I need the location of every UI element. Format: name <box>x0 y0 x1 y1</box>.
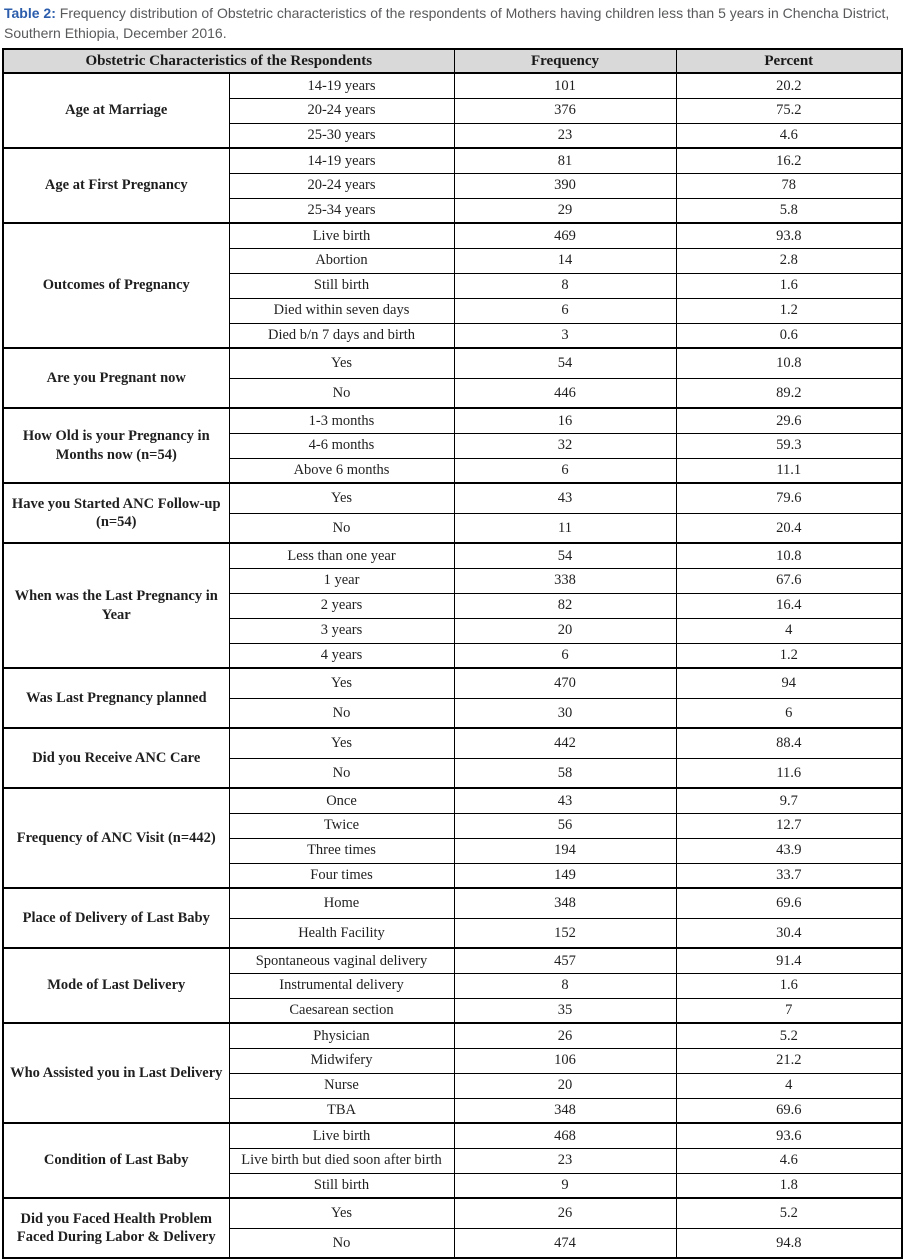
percent-cell: 1.2 <box>676 643 902 668</box>
frequency-cell: 20 <box>454 618 676 643</box>
frequency-cell: 6 <box>454 458 676 483</box>
subcategory-cell: 14-19 years <box>229 73 454 98</box>
table-header <box>3 49 902 73</box>
subcategory-cell: 20-24 years <box>229 173 454 198</box>
subcategory-cell: Still birth <box>229 273 454 298</box>
table-row <box>3 948 902 973</box>
percent-cell: 1.8 <box>676 1173 902 1198</box>
frequency-cell: 469 <box>454 223 676 248</box>
category-cell: Was Last Pregnancy planned <box>3 668 229 728</box>
percent-cell: 33.7 <box>676 863 902 888</box>
subcategory-cell: Physician <box>229 1023 454 1048</box>
percent-cell: 2.8 <box>676 248 902 273</box>
category-cell: Age at Marriage <box>3 73 229 148</box>
subcategory-cell: Caesarean section <box>229 998 454 1023</box>
subcategory-cell: No <box>229 513 454 543</box>
frequency-cell: 446 <box>454 378 676 408</box>
subcategory-cell: Live birth but died soon after birth <box>229 1148 454 1173</box>
percent-cell: 69.6 <box>676 888 902 918</box>
subcategory-cell: Live birth <box>229 1123 454 1148</box>
frequency-cell: 54 <box>454 348 676 378</box>
category-cell: Age at First Pregnancy <box>3 148 229 223</box>
frequency-cell: 3 <box>454 323 676 348</box>
subcategory-cell: 3 years <box>229 618 454 643</box>
category-cell: Did you Faced Health Problem Faced During Labor & Delivery <box>3 1198 229 1258</box>
subcategory-cell: Yes <box>229 668 454 698</box>
percent-cell: 4.6 <box>676 1148 902 1173</box>
percent-cell: 5.2 <box>676 1198 902 1228</box>
frequency-cell: 101 <box>454 73 676 98</box>
frequency-cell: 152 <box>454 918 676 948</box>
percent-cell: 5.8 <box>676 198 902 223</box>
frequency-cell: 32 <box>454 433 676 458</box>
percent-cell: 88.4 <box>676 728 902 758</box>
subcategory-cell: 1 year <box>229 568 454 593</box>
percent-cell: 69.6 <box>676 1098 902 1123</box>
subcategory-cell: Yes <box>229 483 454 513</box>
percent-cell: 78 <box>676 173 902 198</box>
frequency-cell: 20 <box>454 1073 676 1098</box>
subcategory-cell: No <box>229 698 454 728</box>
frequency-cell: 8 <box>454 273 676 298</box>
frequency-cell: 468 <box>454 1123 676 1148</box>
subcategory-cell: Four times <box>229 863 454 888</box>
table-row <box>3 223 902 248</box>
percent-cell: 89.2 <box>676 378 902 408</box>
percent-cell: 1.6 <box>676 973 902 998</box>
subcategory-cell: Yes <box>229 348 454 378</box>
table-caption <box>0 0 903 48</box>
table-row <box>3 543 902 568</box>
frequency-cell: 81 <box>454 148 676 173</box>
subcategory-cell: Abortion <box>229 248 454 273</box>
frequency-cell: 457 <box>454 948 676 973</box>
percent-cell: 10.8 <box>676 348 902 378</box>
subcategory-cell: Yes <box>229 728 454 758</box>
frequency-cell: 14 <box>454 248 676 273</box>
subcategory-cell: 14-19 years <box>229 148 454 173</box>
category-cell: Did you Receive ANC Care <box>3 728 229 788</box>
subcategory-cell: Health Facility <box>229 918 454 948</box>
frequency-cell: 149 <box>454 863 676 888</box>
subcategory-cell: Still birth <box>229 1173 454 1198</box>
frequency-cell: 6 <box>454 643 676 668</box>
percent-cell: 29.6 <box>676 408 902 433</box>
percent-cell: 11.1 <box>676 458 902 483</box>
subcategory-cell: 2 years <box>229 593 454 618</box>
frequency-cell: 348 <box>454 1098 676 1123</box>
table-header-row <box>3 49 902 73</box>
table-row <box>3 788 902 813</box>
frequency-cell: 348 <box>454 888 676 918</box>
subcategory-cell: Twice <box>229 813 454 838</box>
category-cell: Place of Delivery of Last Baby <box>3 888 229 948</box>
frequency-cell: 82 <box>454 593 676 618</box>
frequency-cell: 106 <box>454 1048 676 1073</box>
percent-cell: 93.6 <box>676 1123 902 1148</box>
frequency-table <box>2 48 903 1259</box>
percent-cell: 91.4 <box>676 948 902 973</box>
frequency-cell: 8 <box>454 973 676 998</box>
frequency-cell: 6 <box>454 298 676 323</box>
frequency-cell: 43 <box>454 788 676 813</box>
percent-cell: 10.8 <box>676 543 902 568</box>
subcategory-cell: Yes <box>229 1198 454 1228</box>
percent-cell: 5.2 <box>676 1023 902 1048</box>
subcategory-cell: 4-6 months <box>229 433 454 458</box>
frequency-cell: 470 <box>454 668 676 698</box>
subcategory-cell: No <box>229 1228 454 1258</box>
frequency-cell: 58 <box>454 758 676 788</box>
frequency-cell: 23 <box>454 1148 676 1173</box>
percent-cell: 1.2 <box>676 298 902 323</box>
subcategory-cell: Died b/n 7 days and birth <box>229 323 454 348</box>
percent-cell: 12.7 <box>676 813 902 838</box>
table-caption-text: Frequency distribution of Obstetric characteristics of the respondents of Mothers having children less than 5 years in Chencha District, Southern Ethiopia, December 2016. <box>4 5 890 41</box>
header-frequency: Frequency <box>454 49 676 73</box>
category-cell: Frequency of ANC Visit (n=442) <box>3 788 229 888</box>
percent-cell: 16.4 <box>676 593 902 618</box>
frequency-cell: 194 <box>454 838 676 863</box>
frequency-cell: 474 <box>454 1228 676 1258</box>
percent-cell: 4.6 <box>676 123 902 148</box>
table-row <box>3 1123 902 1148</box>
subcategory-cell: 25-30 years <box>229 123 454 148</box>
category-cell: Condition of Last Baby <box>3 1123 229 1198</box>
table-row <box>3 148 902 173</box>
frequency-cell: 23 <box>454 123 676 148</box>
frequency-cell: 26 <box>454 1023 676 1048</box>
header-percent: Percent <box>676 49 902 73</box>
subcategory-cell: Died within seven days <box>229 298 454 323</box>
percent-cell: 93.8 <box>676 223 902 248</box>
subcategory-cell: Live birth <box>229 223 454 248</box>
frequency-cell: 390 <box>454 173 676 198</box>
percent-cell: 4 <box>676 1073 902 1098</box>
table-caption-label: Table 2: <box>4 5 56 21</box>
frequency-cell: 35 <box>454 998 676 1023</box>
category-cell: Outcomes of Pregnancy <box>3 223 229 348</box>
subcategory-cell: Home <box>229 888 454 918</box>
frequency-cell: 56 <box>454 813 676 838</box>
subcategory-cell: TBA <box>229 1098 454 1123</box>
percent-cell: 4 <box>676 618 902 643</box>
table-row <box>3 728 902 758</box>
subcategory-cell: No <box>229 758 454 788</box>
percent-cell: 20.4 <box>676 513 902 543</box>
category-cell: Have you Started ANC Follow-up (n=54) <box>3 483 229 543</box>
category-cell: How Old is your Pregnancy in Months now (n=54) <box>3 408 229 483</box>
percent-cell: 94 <box>676 668 902 698</box>
frequency-cell: 54 <box>454 543 676 568</box>
percent-cell: 16.2 <box>676 148 902 173</box>
percent-cell: 1.6 <box>676 273 902 298</box>
percent-cell: 6 <box>676 698 902 728</box>
table-row <box>3 73 902 98</box>
table-row <box>3 483 902 513</box>
subcategory-cell: Instrumental delivery <box>229 973 454 998</box>
category-cell: Are you Pregnant now <box>3 348 229 408</box>
subcategory-cell: 25-34 years <box>229 198 454 223</box>
subcategory-cell: Spontaneous vaginal delivery <box>229 948 454 973</box>
frequency-cell: 29 <box>454 198 676 223</box>
percent-cell: 21.2 <box>676 1048 902 1073</box>
subcategory-cell: 4 years <box>229 643 454 668</box>
percent-cell: 7 <box>676 998 902 1023</box>
frequency-cell: 43 <box>454 483 676 513</box>
percent-cell: 9.7 <box>676 788 902 813</box>
frequency-cell: 376 <box>454 98 676 123</box>
percent-cell: 30.4 <box>676 918 902 948</box>
category-cell: When was the Last Pregnancy in Year <box>3 543 229 668</box>
table-row <box>3 1198 902 1228</box>
table-row <box>3 408 902 433</box>
percent-cell: 75.2 <box>676 98 902 123</box>
percent-cell: 20.2 <box>676 73 902 98</box>
category-cell: Mode of Last Delivery <box>3 948 229 1023</box>
subcategory-cell: Midwifery <box>229 1048 454 1073</box>
subcategory-cell: 1-3 months <box>229 408 454 433</box>
frequency-cell: 442 <box>454 728 676 758</box>
percent-cell: 59.3 <box>676 433 902 458</box>
subcategory-cell: Above 6 months <box>229 458 454 483</box>
subcategory-cell: Once <box>229 788 454 813</box>
frequency-cell: 26 <box>454 1198 676 1228</box>
percent-cell: 94.8 <box>676 1228 902 1258</box>
subcategory-cell: No <box>229 378 454 408</box>
subcategory-cell: Three times <box>229 838 454 863</box>
frequency-cell: 11 <box>454 513 676 543</box>
frequency-cell: 9 <box>454 1173 676 1198</box>
frequency-cell: 16 <box>454 408 676 433</box>
table-row <box>3 888 902 918</box>
percent-cell: 67.6 <box>676 568 902 593</box>
table-row <box>3 668 902 698</box>
table-row <box>3 1023 902 1048</box>
percent-cell: 11.6 <box>676 758 902 788</box>
table-row <box>3 348 902 378</box>
subcategory-cell: 20-24 years <box>229 98 454 123</box>
header-characteristics: Obstetric Characteristics of the Respondents <box>3 49 454 73</box>
subcategory-cell: Nurse <box>229 1073 454 1098</box>
table-body <box>3 73 902 1258</box>
frequency-cell: 30 <box>454 698 676 728</box>
percent-cell: 43.9 <box>676 838 902 863</box>
category-cell: Who Assisted you in Last Delivery <box>3 1023 229 1123</box>
subcategory-cell: Less than one year <box>229 543 454 568</box>
frequency-cell: 338 <box>454 568 676 593</box>
percent-cell: 79.6 <box>676 483 902 513</box>
percent-cell: 0.6 <box>676 323 902 348</box>
